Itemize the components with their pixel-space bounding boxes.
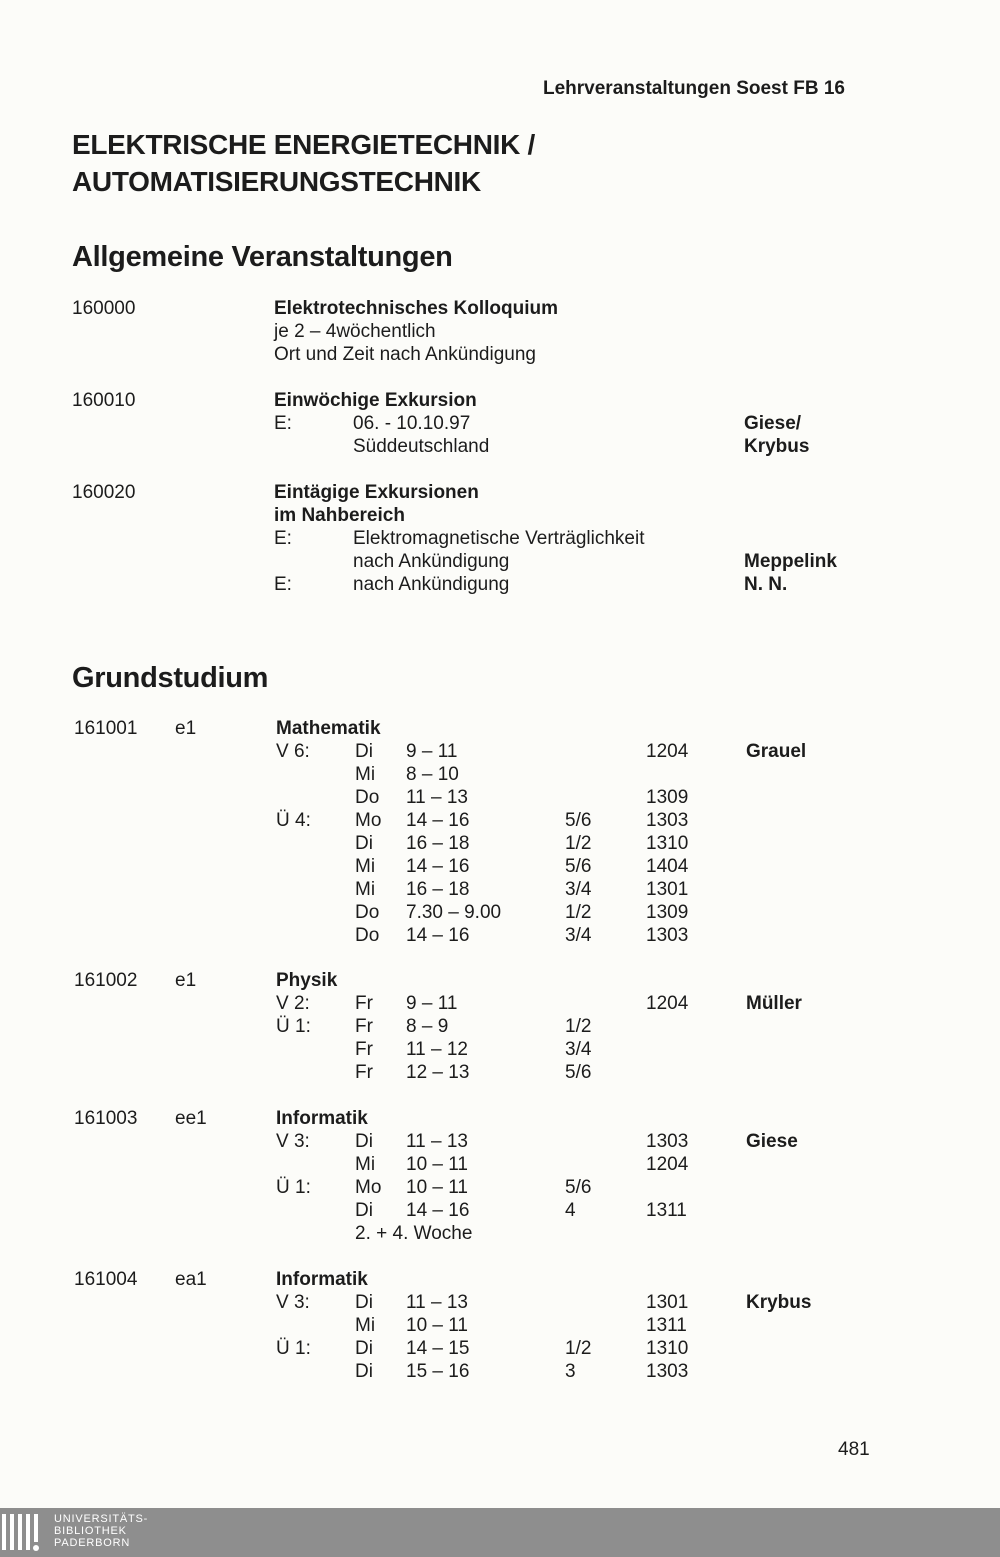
session-type: V 2: xyxy=(276,993,310,1014)
course-semester: e1 xyxy=(175,970,197,991)
library-name-line: PADERBORN xyxy=(54,1537,131,1549)
session-day: Mi xyxy=(355,856,376,877)
session-room: 1204 xyxy=(646,741,689,762)
session-room: 1404 xyxy=(646,856,689,877)
library-logo-icon xyxy=(2,1514,46,1552)
session-time: 15 – 16 xyxy=(406,1361,470,1382)
event-title: im Nahbereich xyxy=(274,505,405,526)
running-header: Lehrveranstaltungen Soest FB 16 xyxy=(543,78,845,99)
session-time: 11 – 13 xyxy=(406,1292,468,1313)
event-date: 06. - 10.10.97 xyxy=(353,413,471,434)
course-title: Informatik xyxy=(276,1269,368,1290)
session-room: 1311 xyxy=(646,1315,687,1336)
session-group: 1/2 xyxy=(565,902,592,923)
session-day: Fr xyxy=(355,1039,373,1060)
course-number: 161001 xyxy=(74,718,138,739)
session-room: 1303 xyxy=(646,810,689,831)
event-when: nach Ankündigung xyxy=(353,574,510,595)
session-day: Mo xyxy=(355,810,382,831)
session-group: 5/6 xyxy=(565,856,592,877)
session-group: 5/6 xyxy=(565,1062,592,1083)
page-number: 481 xyxy=(838,1439,870,1460)
event-topic: Elektromagnetische Verträglichkeit xyxy=(353,528,645,549)
library-name xyxy=(54,1513,148,1549)
event-lecturer: Krybus xyxy=(744,436,810,457)
event-title: Einwöchige Exkursion xyxy=(274,390,477,411)
event-lecturer: N. N. xyxy=(744,574,788,595)
session-day: 2. + 4. Woche xyxy=(355,1223,473,1244)
session-time: 14 – 16 xyxy=(406,925,470,946)
session-type: Ü 4: xyxy=(276,810,311,831)
session-type: V 3: xyxy=(276,1292,310,1313)
session-room: 1303 xyxy=(646,1131,689,1152)
session-time: 14 – 15 xyxy=(406,1338,470,1359)
course-title: Physik xyxy=(276,970,338,991)
session-type: Ü 1: xyxy=(276,1016,311,1037)
session-day: Do xyxy=(355,787,380,808)
session-room: 1309 xyxy=(646,902,689,923)
session-time: 10 – 11 xyxy=(406,1315,468,1336)
session-group: 4 xyxy=(565,1200,576,1221)
session-room: 1310 xyxy=(646,833,689,854)
session-time: 9 – 11 xyxy=(406,741,458,762)
session-room: 1303 xyxy=(646,925,689,946)
session-day: Do xyxy=(355,925,380,946)
session-day: Di xyxy=(355,1131,373,1152)
session-day: Di xyxy=(355,1338,373,1359)
event-place: Süddeutschland xyxy=(353,436,490,457)
session-day: Fr xyxy=(355,1016,373,1037)
session-room: 1204 xyxy=(646,993,689,1014)
event-title: Eintägige Exkursionen xyxy=(274,482,479,503)
session-type: V 6: xyxy=(276,741,310,762)
event-type: E: xyxy=(274,528,292,549)
session-day: Fr xyxy=(355,1062,373,1083)
session-day: Di xyxy=(355,741,373,762)
session-room: 1301 xyxy=(646,1292,689,1313)
session-time: 8 – 9 xyxy=(406,1016,449,1037)
course-semester: ee1 xyxy=(175,1108,207,1129)
session-day: Di xyxy=(355,1292,373,1313)
library-name-line: BIBLIOTHEK xyxy=(54,1525,127,1537)
session-type: Ü 1: xyxy=(276,1177,311,1198)
session-day: Mi xyxy=(355,879,376,900)
session-room: 1309 xyxy=(646,787,689,808)
library-footer xyxy=(0,1508,1000,1557)
session-time: 7.30 – 9.00 xyxy=(406,902,502,923)
course-title: Informatik xyxy=(276,1108,368,1129)
session-group: 3/4 xyxy=(565,879,592,900)
session-room: 1303 xyxy=(646,1361,689,1382)
session-time: 11 – 13 xyxy=(406,1131,468,1152)
session-day: Di xyxy=(355,833,373,854)
course-lecturer: Giese xyxy=(746,1131,798,1152)
session-day: Mi xyxy=(355,1154,376,1175)
session-group: 3/4 xyxy=(565,1039,592,1060)
event-number: 160010 xyxy=(72,390,136,411)
page-title-line-2: AUTOMATISIERUNGSTECHNIK xyxy=(72,166,481,197)
course-lecturer: Grauel xyxy=(746,741,807,762)
session-day: Do xyxy=(355,902,380,923)
session-day: Mo xyxy=(355,1177,382,1198)
event-type: E: xyxy=(274,574,292,595)
session-time: 11 – 13 xyxy=(406,787,468,808)
course-number: 161002 xyxy=(74,970,138,991)
session-time: 16 – 18 xyxy=(406,833,470,854)
session-time: 10 – 11 xyxy=(406,1154,468,1175)
event-number: 160020 xyxy=(72,482,136,503)
session-day: Di xyxy=(355,1361,373,1382)
section-heading-allgemeine: Allgemeine Veranstaltungen xyxy=(72,241,453,273)
session-group: 5/6 xyxy=(565,1177,592,1198)
page-title-line-1: ELEKTRISCHE ENERGIETECHNIK / xyxy=(72,129,535,160)
session-time: 14 – 16 xyxy=(406,810,470,831)
event-number: 160000 xyxy=(72,298,136,319)
session-time: 14 – 16 xyxy=(406,1200,470,1221)
event-info: Ort und Zeit nach Ankündigung xyxy=(274,344,536,365)
course-title: Mathematik xyxy=(276,718,381,739)
session-group: 1/2 xyxy=(565,1016,592,1037)
course-lecturer: Krybus xyxy=(746,1292,812,1313)
event-when: nach Ankündigung xyxy=(353,551,510,572)
session-time: 11 – 12 xyxy=(406,1039,468,1060)
library-name-line: UNIVERSITÄTS- xyxy=(54,1513,149,1525)
course-number: 161004 xyxy=(74,1269,138,1290)
session-group: 3 xyxy=(565,1361,576,1382)
session-time: 14 – 16 xyxy=(406,856,470,877)
session-room: 1301 xyxy=(646,879,689,900)
session-group: 3/4 xyxy=(565,925,592,946)
event-info: je 2 – 4wöchentlich xyxy=(274,321,436,342)
session-room: 1204 xyxy=(646,1154,689,1175)
course-semester: e1 xyxy=(175,718,197,739)
course-lecturer: Müller xyxy=(746,993,802,1014)
event-type: E: xyxy=(274,413,292,434)
session-day: Mi xyxy=(355,1315,376,1336)
course-semester: ea1 xyxy=(175,1269,207,1290)
session-day: Fr xyxy=(355,993,373,1014)
session-type: Ü 1: xyxy=(276,1338,311,1359)
session-group: 1/2 xyxy=(565,1338,592,1359)
course-number: 161003 xyxy=(74,1108,138,1129)
session-day: Mi xyxy=(355,764,376,785)
page-title xyxy=(72,126,535,200)
session-day: Di xyxy=(355,1200,373,1221)
event-lecturer: Meppelink xyxy=(744,551,837,572)
session-time: 12 – 13 xyxy=(406,1062,470,1083)
session-time: 16 – 18 xyxy=(406,879,470,900)
session-time: 10 – 11 xyxy=(406,1177,468,1198)
session-group: 1/2 xyxy=(565,833,592,854)
event-title: Elektrotechnisches Kolloquium xyxy=(274,298,558,319)
event-lecturer: Giese/ xyxy=(744,413,802,434)
session-time: 9 – 11 xyxy=(406,993,458,1014)
session-room: 1310 xyxy=(646,1338,689,1359)
session-group: 5/6 xyxy=(565,810,592,831)
session-room: 1311 xyxy=(646,1200,687,1221)
session-type: V 3: xyxy=(276,1131,310,1152)
session-time: 8 – 10 xyxy=(406,764,459,785)
section-heading-grundstudium: Grundstudium xyxy=(72,662,269,694)
